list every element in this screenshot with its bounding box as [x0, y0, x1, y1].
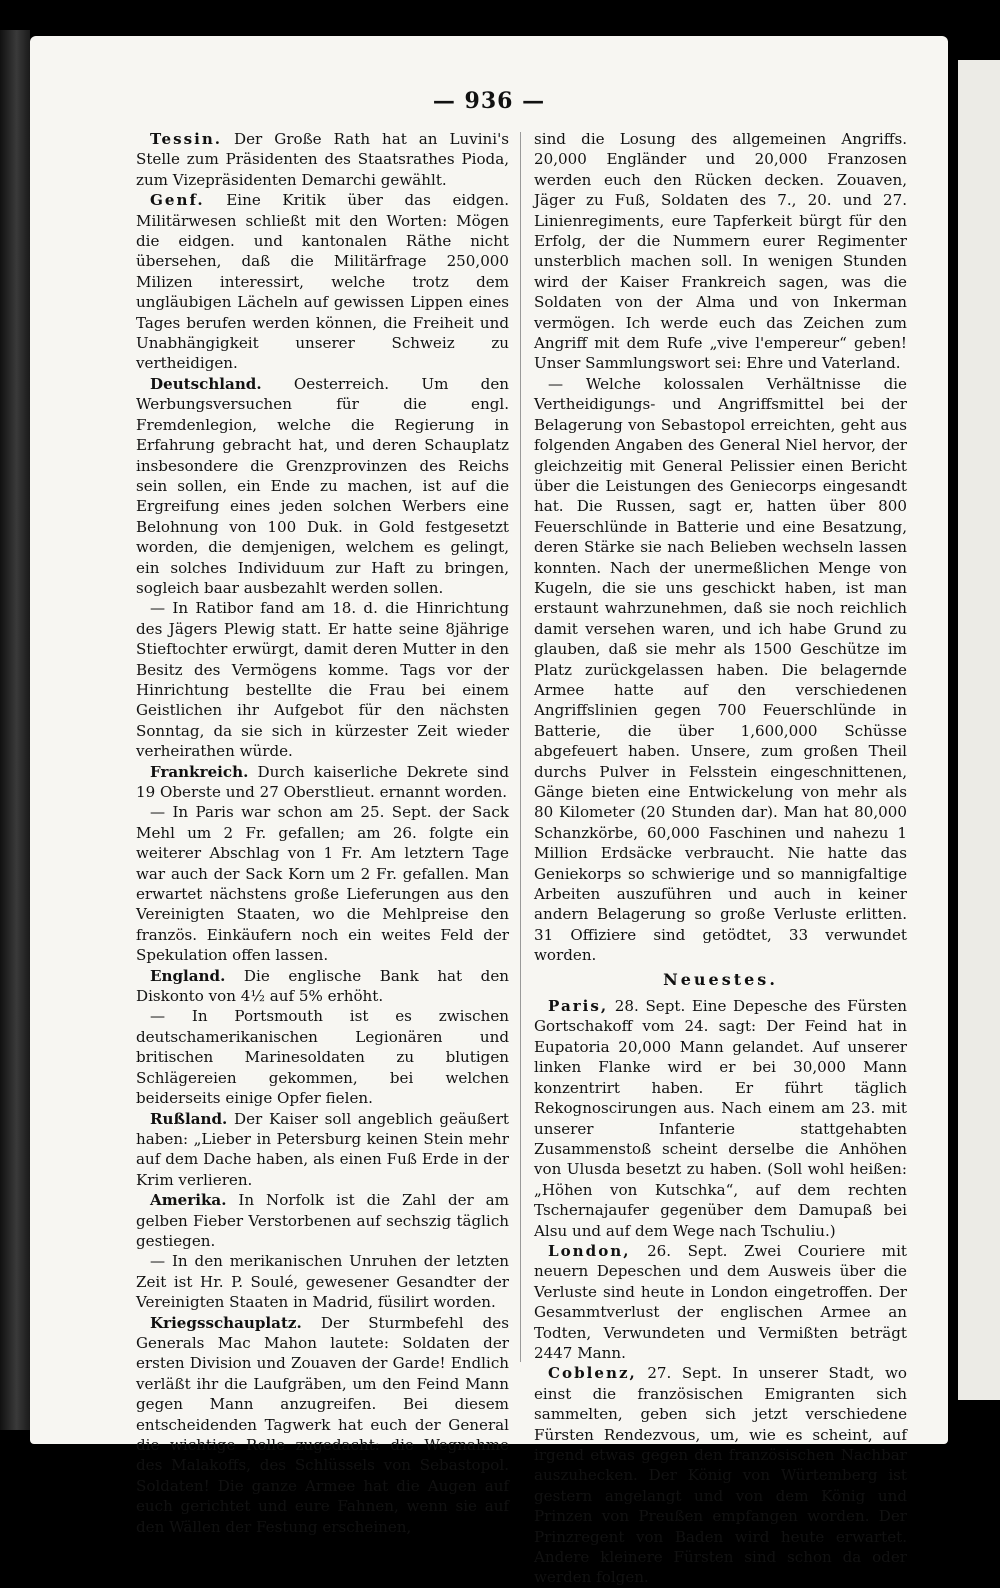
article-text: 27. Sept. In unserer Stadt, wo einst die französischen Emigranten sich sammelten, geben sich jetzt verschiedene Fürsten Rendezvous, um, wie es scheint, auf irgend etwas gegen den französischen Nachbar auszuhecken. Der König von Würtemberg ist gestern angelangt und von dem König und Prinzen von Preußen empfangen worden. Der Prinzregent von Baden wird heute erwartet. Andere kleinere Fürsten sind schon da oder werden folgen.: [534, 1364, 907, 1587]
article-headword: Amerika.: [150, 1191, 227, 1210]
newspaper-page: [30, 36, 948, 1587]
article-paragraph: [534, 374, 907, 966]
page-number: — 936 —: [432, 88, 546, 114]
article-text: — In den merikanischen Unruhen der letzten Zeit ist Hr. P. Soulé, gewesener Gesandter der Vereinigten Staaten in Madrid, füsilirt worden.: [136, 1252, 509, 1312]
article-headword: Kriegsschauplatz.: [150, 1313, 302, 1332]
article-text: 26. Sept. Zwei Couriere mit neuern Depeschen und dem Ausweis über die Verluste sind heute in London eingetroffen. Der Gesammtverlust der englischen Armee an Todten, Verwundeten und Vermißten beträgt 2447 Mann.: [534, 1241, 907, 1362]
article-text: — Welche kolossalen Verhältnisse die Vertheidigungs- und Angriffsmittel bei der Belagerung von Sebastopol erreichten, geht aus folgenden Angaben des General Niel hervor, der gleichzeitig mit General Pelissier einen Bericht über die Leistungen des Geniecorps eingesandt hat. Die Russen, sagt er, hatten über 800 Feuerschlünde in Batterie und eine Besatzung, deren Stärke sie nach Belieben wechseln lassen konnten. Nach der unermeßlichen Menge von Kugeln, die sie uns geschickt haben, ist man erstaunt wahrzunehmen, daß sie noch reichlich damit versehen waren, und ich habe Grund zu glauben, daß sie mehr als 1500 Geschütze im Platz zurückgelassen haben. Die belagernde Armee hatte auf den verschiedenen Angriffslinien gegen 700 Feuerschlünde in Batterie, die über 1,600,000 Schüsse abgefeuert haben. Unsere, zum großen Theil durchs Pulver in Felsstein eingeschnittenen, Gänge bieten eine Entwickelung von mehr als 80 Kilometer (20 Stunden dar). Man hat 80,000 Schanzkörbe, 60,000 Faschinen und nahezu 1 Million Erdsäcke verbraucht. Nie hatte das Geniekorps so schwierige und so mannigfaltige Arbeiten auszuführen und auch in keiner andern Belagerung so große Verluste erlitten. 31 Offiziere sind getödtet, 33 verwundet worden.: [534, 374, 907, 965]
article-text: — In Paris war schon am 25. Sept. der Sack Mehl um 2 Fr. gefallen; am 26. folgte ein weiterer Abschlag von 1 Fr. Am letztern Tage war auch der Sack Korn um 2 Fr. gefallen. Man erwartet nächstens große Lieferungen aus den Vereinigten Staaten, wo die Mehlpreise den französ. Einkäufern noch ein weites Feld der Spekulation offen lassen.: [136, 803, 509, 965]
left-column: [136, 129, 509, 1537]
article-text: In Norfolk ist die Zahl der am gelben Fieber Verstorbenen auf sechszig täglich gestiegen.: [136, 1191, 509, 1250]
article-headword: Frankreich.: [150, 762, 249, 781]
article-paragraph: [534, 1363, 907, 1587]
article-text: 28. Sept. Eine Depesche des Fürsten Gortschakoff vom 24. sagt: Der Feind hat in Eupatoria 20,000 Mann gelandet. Auf unserer linken Flanke wird er bei 30,000 Mann konzentrirt haben. Er führt täglich Rekognoscirungen aus. Nach einem am 23. mit unserer Infanterie stattgehabten Zusammenstoß scheint derselbe die Anhöhen von Ulusda besetzt zu haben. (Soll wohl heißen: „Höhen von Kutschka“, auf dem rechten Tschernajaufer gegenüber dem Damupaß bei Alsu und auf dem Wege nach Tschuliu.): [534, 997, 907, 1240]
article-headword: England.: [150, 966, 226, 985]
article-paragraph: [136, 129, 509, 190]
article-paragraph: [136, 598, 509, 761]
article-text: Oesterreich. Um den Werbungsversuchen für die engl. Fremdenlegion, welche die Regierung in Erfahrung gebracht hat, und deren Schauplatz insbesondere die Grenzprovinzen des Reichs sein sollen, ein Ende zu machen, ist auf die Ergreifung eines jeden solchen Werbers eine Belohnung von 100 Duk. in Gold festgesetzt worden, die demjenigen, welchem es gelingt, ein solches Individuum zur Haft zu bringen, sogleich baar ausbezahlt werden sollen.: [136, 374, 509, 597]
article-paragraph: [534, 996, 907, 1241]
article-paragraph: [136, 1109, 509, 1191]
article-paragraph: [136, 802, 509, 965]
article-paragraph: [534, 129, 907, 374]
left-page-edge: [0, 30, 30, 1430]
article-paragraph: [136, 374, 509, 598]
article-text: Der Große Rath hat an Luvini's Stelle zum Präsidenten des Staatsrathes Pioda, zum Vizepräsidenten Demarchi gewählt.: [136, 130, 509, 189]
article-paragraph: [136, 1251, 509, 1312]
article-headword: Genf.: [150, 191, 205, 210]
article-headword: Deutschland.: [150, 374, 262, 393]
article-text: Eine Kritik über das eidgen. Militärwesen schließt mit den Worten: Mögen die eidgen. und kantonalen Räthe nicht übersehen, daß die Militärfrage 250,000 Milizen interessirt, welche trotz dem ungläubigen Lächeln auf gewissen Lippen eines Tages berufen werden können, die Freiheit und Unabhängigkeit unserer Schweiz zu vertheidigen.: [136, 191, 509, 373]
article-paragraph: [136, 762, 509, 803]
article-text: — In Portsmouth ist es zwischen deutschamerikanischen Legionären und britischen Marinesoldaten zu blutigen Schlägereien gekommen, bei welchen beiderseits einige Opfer fielen.: [136, 1007, 509, 1108]
article-paragraph: [136, 1006, 509, 1108]
article-text: Der Kaiser soll angeblich geäußert haben: „Lieber in Petersburg keinen Stein mehr auf dem Dache haben, als einen Fuß Erde in der Krim verlieren.: [136, 1109, 509, 1189]
article-paragraph: [136, 1190, 509, 1251]
article-text: — In Ratibor fand am 18. d. die Hinrichtung des Jägers Plewig statt. Er hatte seine 8jährige Stieftochter erwürgt, damit deren Mutter in den Besitz des Vermögens komme. Tags vor der Hinrichtung bestellte die Frau bei einem Geistlichen ihr Aufgebot für den nächsten Sonntag, da sie sich in kürzester Zeit wieder verheirathen würde.: [136, 599, 509, 761]
article-headword: Tessin.: [150, 130, 223, 148]
section-heading: Neuestes.: [663, 969, 778, 989]
column-divider: [520, 132, 521, 1362]
article-text: Die englische Bank hat den Diskonto von 4½ auf 5% erhöht.: [136, 966, 509, 1006]
article-paragraph: [136, 190, 509, 374]
article-headword: Paris,: [548, 997, 609, 1016]
article-headword: London,: [548, 1241, 631, 1260]
article-headword: Rußland.: [150, 1109, 228, 1128]
article-text: Durch kaiserliche Dekrete sind 19 Oberste und 27 Oberstlieut. ernannt worden.: [136, 762, 509, 801]
article-paragraph: [136, 1313, 509, 1537]
article-text: Der Sturmbefehl des Generals Mac Mahon lautete: Soldaten der ersten Division und Zouaven der Garde! Endlich verläßt ihr die Laufgräben, um den Feind Mann gegen Mann anzugreifen. Bei diesem entscheidenden Tagwerk hat euch der General die wichtige Rolle zugedacht: die Wegnahme des Malakoffs, des Schlüssels von Sebastopol. Soldaten! Die ganze Armee hat die Augen auf euch gerichtet und eure Fahnen, wenn sie auf den Wällen der Festung erscheinen,: [136, 1313, 509, 1536]
article-paragraph: [136, 966, 509, 1007]
next-page-edge: [958, 60, 1000, 1400]
article-headword: Coblenz,: [548, 1364, 637, 1383]
article-text: sind die Losung des allgemeinen Angriffs. 20,000 Engländer und 20,000 Franzosen werden euch den Rücken decken. Zouaven, Jäger zu Fuß, Soldaten des 7., 20. und 27. Linienregiments, eure Tapferkeit bürgt für den Erfolg, der die Nummern eurer Regimenter unsterblich machen soll. In wenigen Stunden wird der Kaiser Frankreich sagen, was die Soldaten von der Alma und von Inkerman vermögen. Ich werde euch das Zeichen zum Angriff mit dem Rufe „vive l'empereur“ geben! Unser Sammlungswort sei: Ehre und Vaterland.: [534, 130, 907, 373]
right-column: [534, 129, 907, 1588]
article-paragraph: [534, 1241, 907, 1363]
